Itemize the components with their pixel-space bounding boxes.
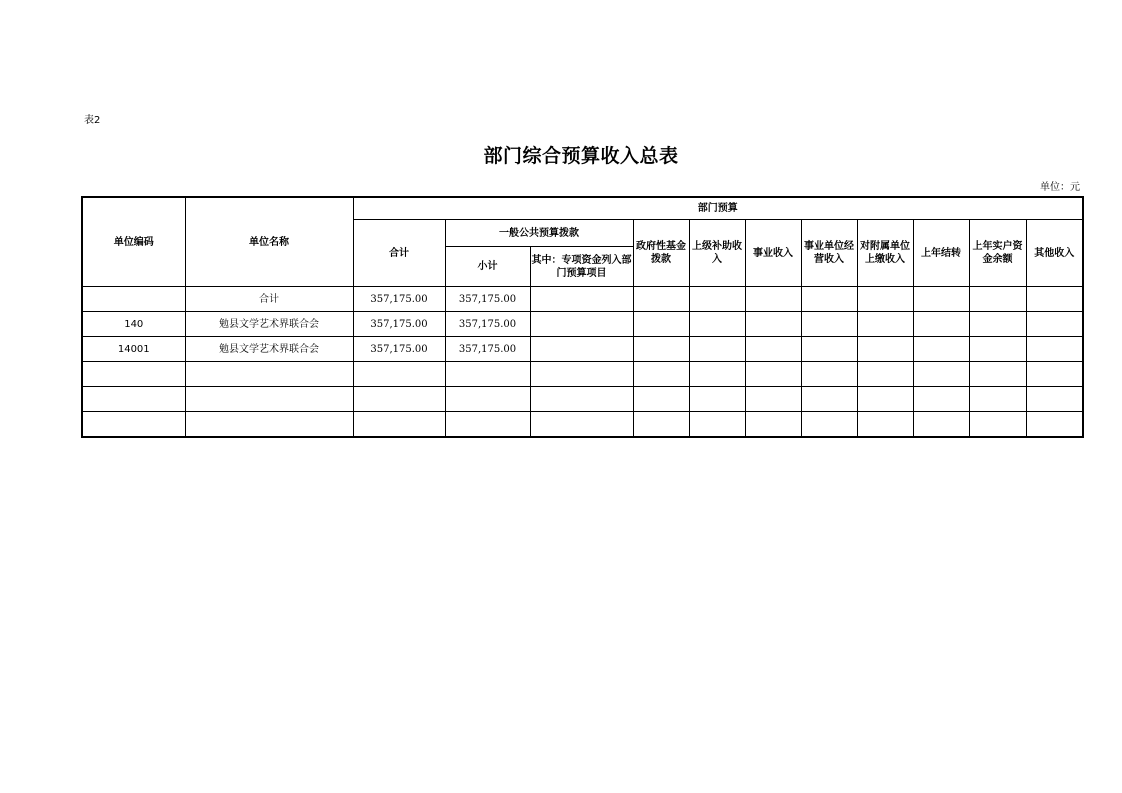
header-unit-name: 单位名称 — [185, 197, 353, 287]
cell-empty — [969, 362, 1026, 387]
cell-empty — [801, 337, 857, 362]
cell-empty — [1026, 337, 1083, 362]
cell-empty — [530, 412, 633, 438]
header-special-funds: 其中：专项资金列入部门预算项目 — [530, 247, 633, 287]
cell-unit-name: 勉县文学艺术界联合会 — [185, 312, 353, 337]
header-business-unit-operating: 事业单位经营收入 — [801, 220, 857, 287]
cell-empty — [913, 362, 969, 387]
table-row — [82, 312, 1083, 337]
cell-empty — [801, 387, 857, 412]
cell-empty — [801, 362, 857, 387]
cell-empty — [801, 312, 857, 337]
header-business-income: 事业收入 — [745, 220, 801, 287]
cell-empty — [745, 362, 801, 387]
cell-empty — [745, 312, 801, 337]
cell-empty — [633, 337, 689, 362]
cell-total: 357,175.00 — [353, 337, 445, 362]
cell-unit-name — [185, 362, 353, 387]
cell-empty — [969, 387, 1026, 412]
cell-empty — [857, 362, 913, 387]
cell-subtotal: 357,175.00 — [445, 287, 530, 312]
cell-empty — [857, 287, 913, 312]
cell-empty — [530, 362, 633, 387]
header-general-public-budget: 一般公共预算拨款 — [445, 220, 633, 247]
cell-empty — [913, 412, 969, 438]
cell-empty — [530, 337, 633, 362]
cell-empty — [801, 412, 857, 438]
cell-unit-code — [82, 287, 185, 312]
cell-unit-code: 140 — [82, 312, 185, 337]
cell-empty — [913, 287, 969, 312]
cell-empty — [633, 287, 689, 312]
cell-empty — [913, 337, 969, 362]
cell-empty — [530, 287, 633, 312]
table-number-label: 表2 — [84, 115, 101, 126]
cell-unit-name — [185, 412, 353, 438]
cell-empty — [745, 337, 801, 362]
cell-subtotal: 357,175.00 — [445, 337, 530, 362]
cell-empty — [530, 387, 633, 412]
cell-unit-code — [82, 362, 185, 387]
cell-empty — [689, 287, 745, 312]
table-row — [82, 337, 1083, 362]
header-other-income: 其他收入 — [1026, 220, 1083, 287]
unit-note: 单位：元 — [1040, 182, 1080, 193]
cell-unit-name: 合计 — [185, 287, 353, 312]
cell-empty — [745, 387, 801, 412]
cell-empty — [689, 362, 745, 387]
cell-subtotal — [445, 412, 530, 438]
cell-unit-code: 14001 — [82, 337, 185, 362]
cell-total — [353, 387, 445, 412]
cell-empty — [745, 287, 801, 312]
cell-empty — [969, 287, 1026, 312]
cell-empty — [689, 412, 745, 438]
cell-empty — [633, 312, 689, 337]
cell-empty — [857, 412, 913, 438]
cell-unit-code — [82, 412, 185, 438]
header-dept-budget: 部门预算 — [353, 197, 1083, 220]
budget-revenue-table — [81, 196, 1084, 438]
cell-empty — [801, 287, 857, 312]
cell-empty — [857, 387, 913, 412]
cell-empty — [745, 412, 801, 438]
cell-empty — [689, 337, 745, 362]
table-body — [82, 287, 1083, 438]
header-subtotal: 小计 — [445, 247, 530, 287]
cell-empty — [1026, 412, 1083, 438]
header-affiliated-remit: 对附属单位上缴收入 — [857, 220, 913, 287]
cell-total: 357,175.00 — [353, 312, 445, 337]
cell-empty — [1026, 362, 1083, 387]
cell-subtotal — [445, 362, 530, 387]
table-row — [82, 362, 1083, 387]
cell-empty — [689, 387, 745, 412]
cell-unit-name: 勉县文学艺术界联合会 — [185, 337, 353, 362]
header-prior-year-balance: 上年实户资金余额 — [969, 220, 1026, 287]
cell-empty — [913, 312, 969, 337]
table-row — [82, 412, 1083, 438]
cell-empty — [633, 387, 689, 412]
table-header — [82, 197, 1083, 287]
header-prior-year-carry: 上年结转 — [913, 220, 969, 287]
cell-empty — [1026, 287, 1083, 312]
header-superior-subsidy: 上级补助收入 — [689, 220, 745, 287]
cell-empty — [689, 312, 745, 337]
cell-empty — [1026, 387, 1083, 412]
cell-subtotal — [445, 387, 530, 412]
cell-empty — [969, 412, 1026, 438]
cell-total — [353, 412, 445, 438]
cell-empty — [913, 387, 969, 412]
table-row — [82, 287, 1083, 312]
cell-empty — [969, 337, 1026, 362]
cell-empty — [633, 412, 689, 438]
header-gov-fund: 政府性基金拨款 — [633, 220, 689, 287]
table-row — [82, 387, 1083, 412]
cell-empty — [1026, 312, 1083, 337]
document-title: 部门综合预算收入总表 — [483, 145, 679, 167]
header-unit-code: 单位编码 — [82, 197, 185, 287]
cell-empty — [857, 312, 913, 337]
cell-empty — [969, 312, 1026, 337]
cell-empty — [857, 337, 913, 362]
header-total: 合计 — [353, 220, 445, 287]
cell-unit-code — [82, 387, 185, 412]
cell-empty — [530, 312, 633, 337]
cell-total: 357,175.00 — [353, 287, 445, 312]
cell-subtotal: 357,175.00 — [445, 312, 530, 337]
cell-empty — [633, 362, 689, 387]
cell-unit-name — [185, 387, 353, 412]
cell-total — [353, 362, 445, 387]
